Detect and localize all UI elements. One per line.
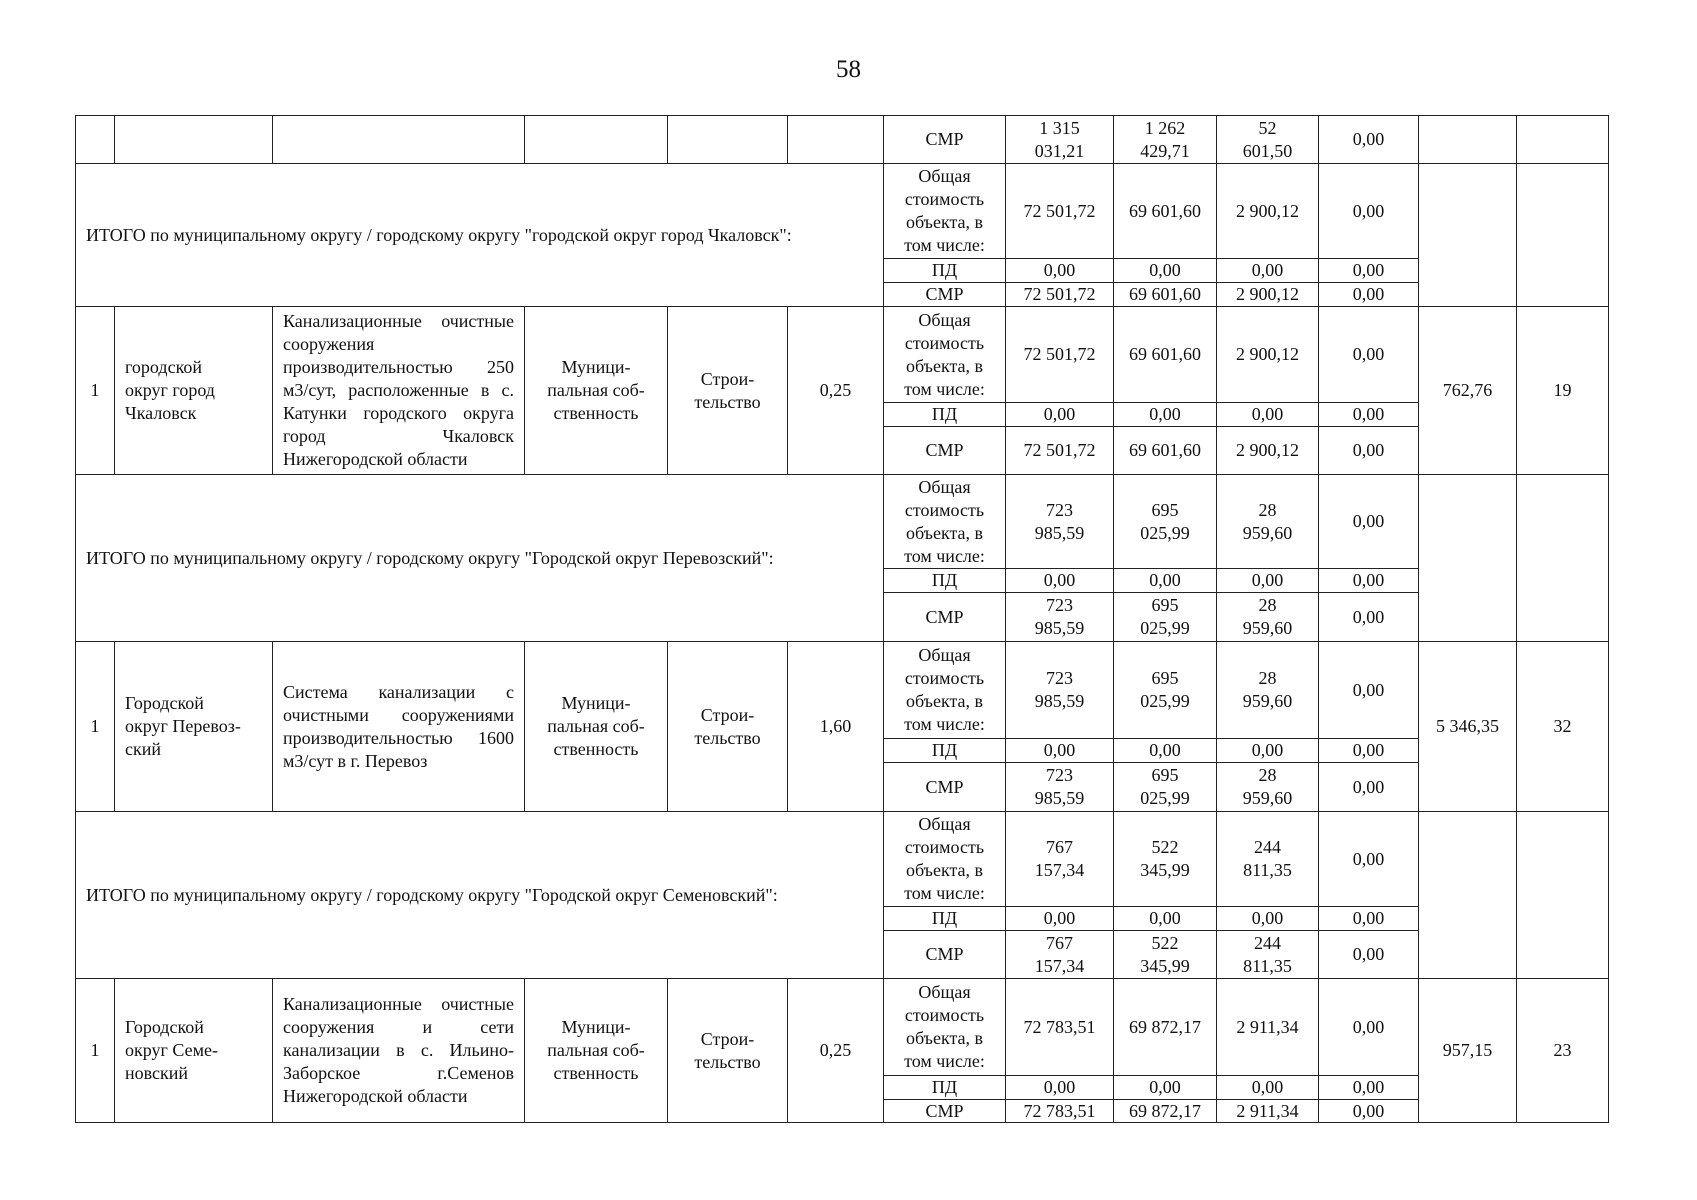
value-cell-text: 0,00 [1352, 511, 1385, 531]
section-total-label [75, 163, 884, 307]
value-cell-text: 2 911,34 [1236, 1016, 1299, 1037]
value-cell-text: 0,00 [1251, 740, 1284, 760]
object-ownership [524, 978, 668, 1123]
value-cell [1318, 402, 1419, 427]
value-cell-text: 0,00 [1043, 1077, 1076, 1097]
object-work-type-text: Строи- тельство [694, 368, 761, 412]
general-cost-label-text: Общая стоимость объекта, в том числе: [904, 476, 985, 566]
object-name-text: Канализационные очистные сооружения производительностью 250 м3/сут, расположенные в с. Катунки городского округа город Чкаловск Нижегородской области [283, 311, 514, 469]
value-cell [1216, 1075, 1319, 1100]
value-cell [1216, 258, 1319, 283]
value-cell-text: 0,00 [1149, 1077, 1181, 1097]
object-capacity-text: 1,60 [819, 716, 852, 736]
empty-cell [1418, 474, 1517, 642]
value-cell-text: 0,00 [1352, 740, 1385, 760]
object-work-type [667, 641, 788, 812]
value-cell-text: 723 985,59 [1034, 668, 1085, 711]
value-cell [1318, 426, 1419, 475]
object-capacity-text: 0,25 [819, 380, 852, 400]
empty-cell [1516, 474, 1609, 642]
general-cost-label [883, 641, 1006, 739]
value-cell-text: 0,00 [1352, 848, 1385, 869]
value-cell [1216, 592, 1319, 642]
value-cell [1318, 641, 1419, 739]
value-cell-text: 0,00 [1352, 1016, 1385, 1037]
pd-label [883, 258, 1006, 283]
object-work-type-text: Строи- тельство [694, 1028, 761, 1072]
object-work-type-text: Строи- тельство [694, 704, 761, 748]
value-cell [1318, 282, 1419, 307]
object-ownership-text: Муници- пальная соб- ственность [547, 357, 645, 423]
value-cell [1216, 474, 1319, 569]
value-cell [1216, 738, 1319, 763]
general-cost-label [883, 163, 1006, 259]
value-cell [1005, 474, 1114, 569]
value-cell [1005, 306, 1114, 403]
value-cell [1113, 426, 1217, 475]
value-cell [1216, 282, 1319, 307]
object-number-text: 1 [90, 716, 100, 736]
object-capacity [787, 978, 884, 1123]
value-cell-text: 52 601,50 [1242, 117, 1293, 161]
value-cell-text: 0,00 [1043, 908, 1076, 928]
value-cell-text: 0,00 [1149, 570, 1181, 590]
object-work-type [667, 978, 788, 1123]
value-cell [1318, 1099, 1419, 1123]
general-cost-label [883, 474, 1006, 569]
section-total-label [75, 811, 884, 979]
value-cell-text: 767 157,34 [1034, 837, 1085, 880]
value-cell [1113, 762, 1217, 812]
value-cell-text: 0,00 [1352, 606, 1385, 627]
smr-label-text: СМР [925, 606, 964, 627]
pd-label [883, 568, 1006, 593]
value-cell [1216, 163, 1319, 259]
general-cost-label [883, 306, 1006, 403]
empty-cell [75, 115, 115, 164]
object-extra-value [1418, 306, 1517, 475]
value-cell [1318, 1075, 1419, 1100]
value-cell [1318, 115, 1419, 164]
general-cost-label [883, 978, 1006, 1076]
object-extra-value [1418, 641, 1517, 812]
pd-label-text: ПД [931, 1077, 958, 1097]
value-cell [1318, 811, 1419, 907]
value-cell-text: 0,00 [1352, 776, 1385, 797]
value-cell [1318, 306, 1419, 403]
empty-cell [787, 115, 884, 164]
object-extra-value-text: 762,76 [1442, 380, 1493, 400]
value-cell-text: 0,00 [1251, 260, 1284, 280]
object-work-type [667, 306, 788, 475]
object-number-text: 1 [90, 1040, 100, 1060]
value-cell-text: 69 872,17 [1129, 1016, 1201, 1037]
value-cell-text: 695 025,99 [1140, 668, 1190, 711]
value-cell [1216, 115, 1319, 164]
value-cell [1005, 641, 1114, 739]
object-extra-count [1516, 641, 1609, 812]
value-cell [1113, 1099, 1217, 1123]
smr-label-text: СМР [925, 944, 964, 964]
value-cell [1318, 474, 1419, 569]
value-cell-text: 72 501,72 [1023, 200, 1096, 221]
value-cell [1005, 115, 1114, 164]
pd-label-text: ПД [931, 908, 958, 928]
value-cell [1113, 641, 1217, 739]
value-cell [1113, 474, 1217, 569]
smr-label-text: СМР [925, 440, 964, 460]
value-cell-text: 69 601,60 [1129, 200, 1201, 221]
object-district [114, 978, 273, 1123]
object-extra-value-text: 5 346,35 [1436, 716, 1499, 736]
value-cell-text: 28 959,60 [1242, 595, 1293, 638]
value-cell-text: 72 501,72 [1023, 344, 1096, 364]
object-extra-count-text: 23 [1553, 1040, 1572, 1060]
smr-label [883, 1099, 1006, 1123]
object-name [272, 641, 525, 812]
value-cell [1318, 568, 1419, 593]
value-cell [1005, 738, 1114, 763]
general-cost-label-text: Общая стоимость объекта, в том числе: [904, 166, 985, 255]
value-cell [1318, 258, 1419, 283]
value-cell-text: 0,00 [1352, 908, 1385, 928]
pd-label [883, 402, 1006, 427]
object-number-text: 1 [90, 380, 100, 400]
value-cell-text: 0,00 [1352, 260, 1385, 280]
empty-cell [1516, 811, 1609, 979]
smr-label [883, 426, 1006, 475]
pd-label [883, 906, 1006, 931]
value-cell [1005, 282, 1114, 307]
object-extra-value [1418, 978, 1517, 1123]
value-cell-text: 0,00 [1251, 570, 1284, 590]
value-cell [1113, 1075, 1217, 1100]
smr-label [883, 762, 1006, 812]
empty-cell [272, 115, 525, 164]
value-cell-text: 0,00 [1043, 404, 1076, 424]
value-cell [1216, 930, 1319, 979]
value-cell-text: 2 900,12 [1236, 284, 1299, 304]
value-cell-text: 0,00 [1149, 404, 1181, 424]
object-number [75, 306, 115, 475]
object-district [114, 306, 273, 475]
value-cell [1113, 306, 1217, 403]
section-total-label-text: ИТОГО по муниципальному округу / городскому округу "городской округ город Чкаловск": [86, 224, 792, 245]
pd-label [883, 738, 1006, 763]
object-number [75, 978, 115, 1123]
object-capacity [787, 306, 884, 475]
object-extra-value-text: 957,15 [1442, 1040, 1493, 1060]
object-extra-count [1516, 978, 1609, 1123]
smr-label [883, 592, 1006, 642]
object-ownership [524, 641, 668, 812]
pd-label-text: ПД [931, 740, 958, 760]
value-cell-text: 0,00 [1352, 944, 1385, 964]
value-cell [1005, 163, 1114, 259]
section-total-label-text: ИТОГО по муниципальному округу / городскому округу "Городской округ Семеновский": [86, 884, 778, 905]
value-cell [1216, 811, 1319, 907]
value-cell [1216, 906, 1319, 931]
value-cell-text: 0,00 [1043, 740, 1076, 760]
empty-cell [1516, 115, 1609, 164]
value-cell [1216, 762, 1319, 812]
value-cell [1005, 258, 1114, 283]
object-extra-count-text: 32 [1553, 716, 1572, 736]
value-cell-text: 2 911,34 [1236, 1100, 1299, 1121]
value-cell-text: 723 985,59 [1034, 595, 1085, 638]
value-cell-text: 69 601,60 [1129, 440, 1201, 460]
value-cell-text: 72 783,51 [1023, 1100, 1096, 1121]
value-cell-text: 0,00 [1251, 404, 1284, 424]
value-cell [1005, 402, 1114, 427]
value-cell [1113, 592, 1217, 642]
value-cell [1113, 811, 1217, 907]
value-cell [1216, 641, 1319, 739]
value-cell [1005, 1075, 1114, 1100]
value-cell-text: 0,00 [1149, 740, 1181, 760]
value-cell-text: 767 157,34 [1034, 932, 1085, 976]
pd-label-text: ПД [931, 570, 958, 590]
value-cell-text: 0,00 [1043, 570, 1076, 590]
value-cell-text: 0,00 [1352, 129, 1385, 149]
empty-cell [1418, 811, 1517, 979]
object-capacity-text: 0,25 [819, 1040, 852, 1060]
general-cost-label-text: Общая стоимость объекта, в том числе: [904, 309, 985, 399]
value-cell [1113, 163, 1217, 259]
value-cell [1005, 426, 1114, 475]
value-cell-text: 0,00 [1149, 908, 1181, 928]
object-name-text: Система канализации с очистными сооружениями производительностью 1600 м3/сут в г. Перевоз [283, 681, 514, 771]
value-cell-text: 72 501,72 [1023, 440, 1096, 460]
value-cell-text: 2 900,12 [1236, 344, 1299, 364]
object-name [272, 306, 525, 475]
value-cell-text: 244 811,35 [1243, 932, 1292, 976]
value-cell-text: 695 025,99 [1140, 765, 1190, 808]
value-cell-text: 0,00 [1352, 344, 1385, 364]
smr-label-text: СМР [925, 284, 964, 304]
value-cell [1005, 978, 1114, 1076]
value-cell-text: 0,00 [1352, 570, 1385, 590]
object-capacity [787, 641, 884, 812]
value-cell [1216, 306, 1319, 403]
value-cell [1113, 978, 1217, 1076]
value-cell-text: 0,00 [1352, 284, 1385, 304]
value-cell [1005, 568, 1114, 593]
pd-label-text: ПД [931, 260, 958, 280]
value-cell [1318, 978, 1419, 1076]
value-cell-text: 0,00 [1352, 679, 1385, 700]
value-cell-text: 0,00 [1352, 1077, 1385, 1097]
value-cell [1005, 930, 1114, 979]
general-cost-label-text: Общая стоимость объекта, в том числе: [904, 645, 985, 734]
value-cell-text: 695 025,99 [1140, 499, 1190, 543]
object-district-text: Городской округ Перевоз- ский [125, 693, 241, 759]
value-cell [1005, 1099, 1114, 1123]
value-cell-text: 28 959,60 [1242, 765, 1293, 808]
value-cell-text: 244 811,35 [1243, 837, 1292, 880]
value-cell-text: 69 601,60 [1129, 344, 1201, 364]
value-cell [1216, 426, 1319, 475]
value-cell [1318, 906, 1419, 931]
value-cell [1318, 592, 1419, 642]
page-number: 58 [836, 56, 861, 83]
value-cell [1318, 930, 1419, 979]
value-cell [1318, 762, 1419, 812]
empty-cell [1418, 163, 1517, 307]
smr-label [883, 930, 1006, 979]
value-cell-text: 28 959,60 [1242, 668, 1293, 711]
value-cell-text: 0,00 [1352, 404, 1385, 424]
pd-label [883, 1075, 1006, 1100]
value-cell-text: 522 345,99 [1140, 932, 1190, 976]
value-cell [1005, 762, 1114, 812]
empty-cell [1418, 115, 1517, 164]
value-cell [1113, 282, 1217, 307]
smr-label-text: СМР [925, 1100, 964, 1121]
value-cell-text: 28 959,60 [1242, 499, 1293, 543]
object-ownership-text: Муници- пальная соб- ственность [547, 1017, 645, 1083]
section-total-label-text: ИТОГО по муниципальному округу / городскому округу "Городской округ Перевозский": [86, 547, 774, 568]
pd-label-text: ПД [931, 404, 958, 424]
object-ownership [524, 306, 668, 475]
value-cell-text: 1 262 429,71 [1140, 117, 1190, 161]
value-cell [1005, 906, 1114, 931]
value-cell [1113, 738, 1217, 763]
value-cell [1113, 930, 1217, 979]
value-cell-text: 723 985,59 [1034, 765, 1085, 808]
general-cost-label-text: Общая стоимость объекта, в том числе: [904, 814, 985, 903]
object-number [75, 641, 115, 812]
row-type-label-text: СМР [925, 129, 964, 149]
value-cell-text: 1 315 031,21 [1034, 117, 1085, 161]
empty-cell [1516, 163, 1609, 307]
object-ownership-text: Муници- пальная соб- ственность [547, 693, 645, 759]
smr-label [883, 282, 1006, 307]
object-district-text: Городской округ Семе- новский [125, 1017, 218, 1083]
value-cell-text: 72 783,51 [1023, 1016, 1096, 1037]
object-name [272, 978, 525, 1123]
object-name-text: Канализационные очистные сооружения и сети канализации в с. Ильино-Заборское г.Семенов Нижегородской области [283, 994, 514, 1106]
value-cell-text: 0,00 [1352, 1100, 1385, 1121]
empty-cell [524, 115, 668, 164]
empty-cell [114, 115, 273, 164]
value-cell-text: 522 345,99 [1140, 837, 1190, 880]
value-cell-text: 72 501,72 [1023, 284, 1096, 304]
value-cell-text: 695 025,99 [1140, 595, 1190, 638]
object-extra-count-text: 19 [1553, 380, 1572, 400]
value-cell-text: 723 985,59 [1034, 499, 1085, 543]
value-cell [1113, 258, 1217, 283]
section-total-label [75, 474, 884, 642]
value-cell-text: 69 872,17 [1129, 1100, 1201, 1121]
object-district [114, 641, 273, 812]
value-cell [1318, 738, 1419, 763]
value-cell-text: 0,00 [1352, 440, 1385, 460]
general-cost-label-text: Общая стоимость объекта, в том числе: [904, 982, 985, 1071]
value-cell [1216, 402, 1319, 427]
value-cell-text: 0,00 [1251, 1077, 1284, 1097]
value-cell [1318, 163, 1419, 259]
value-cell [1113, 115, 1217, 164]
value-cell-text: 0,00 [1251, 908, 1284, 928]
value-cell [1005, 811, 1114, 907]
value-cell [1113, 402, 1217, 427]
value-cell [1005, 592, 1114, 642]
value-cell-text: 2 900,12 [1236, 200, 1299, 221]
value-cell [1113, 906, 1217, 931]
value-cell-text: 69 601,60 [1129, 284, 1201, 304]
value-cell [1216, 978, 1319, 1076]
object-extra-count [1516, 306, 1609, 475]
value-cell [1113, 568, 1217, 593]
empty-cell [667, 115, 788, 164]
row-type-label [883, 115, 1006, 164]
object-district-text: городской округ город Чкаловск [125, 357, 215, 423]
smr-label-text: СМР [925, 776, 964, 797]
value-cell-text: 0,00 [1043, 260, 1076, 280]
value-cell-text: 2 900,12 [1236, 440, 1299, 460]
general-cost-label [883, 811, 1006, 907]
value-cell-text: 0,00 [1352, 200, 1385, 221]
value-cell [1216, 1099, 1319, 1123]
value-cell-text: 0,00 [1149, 260, 1181, 280]
value-cell [1216, 568, 1319, 593]
